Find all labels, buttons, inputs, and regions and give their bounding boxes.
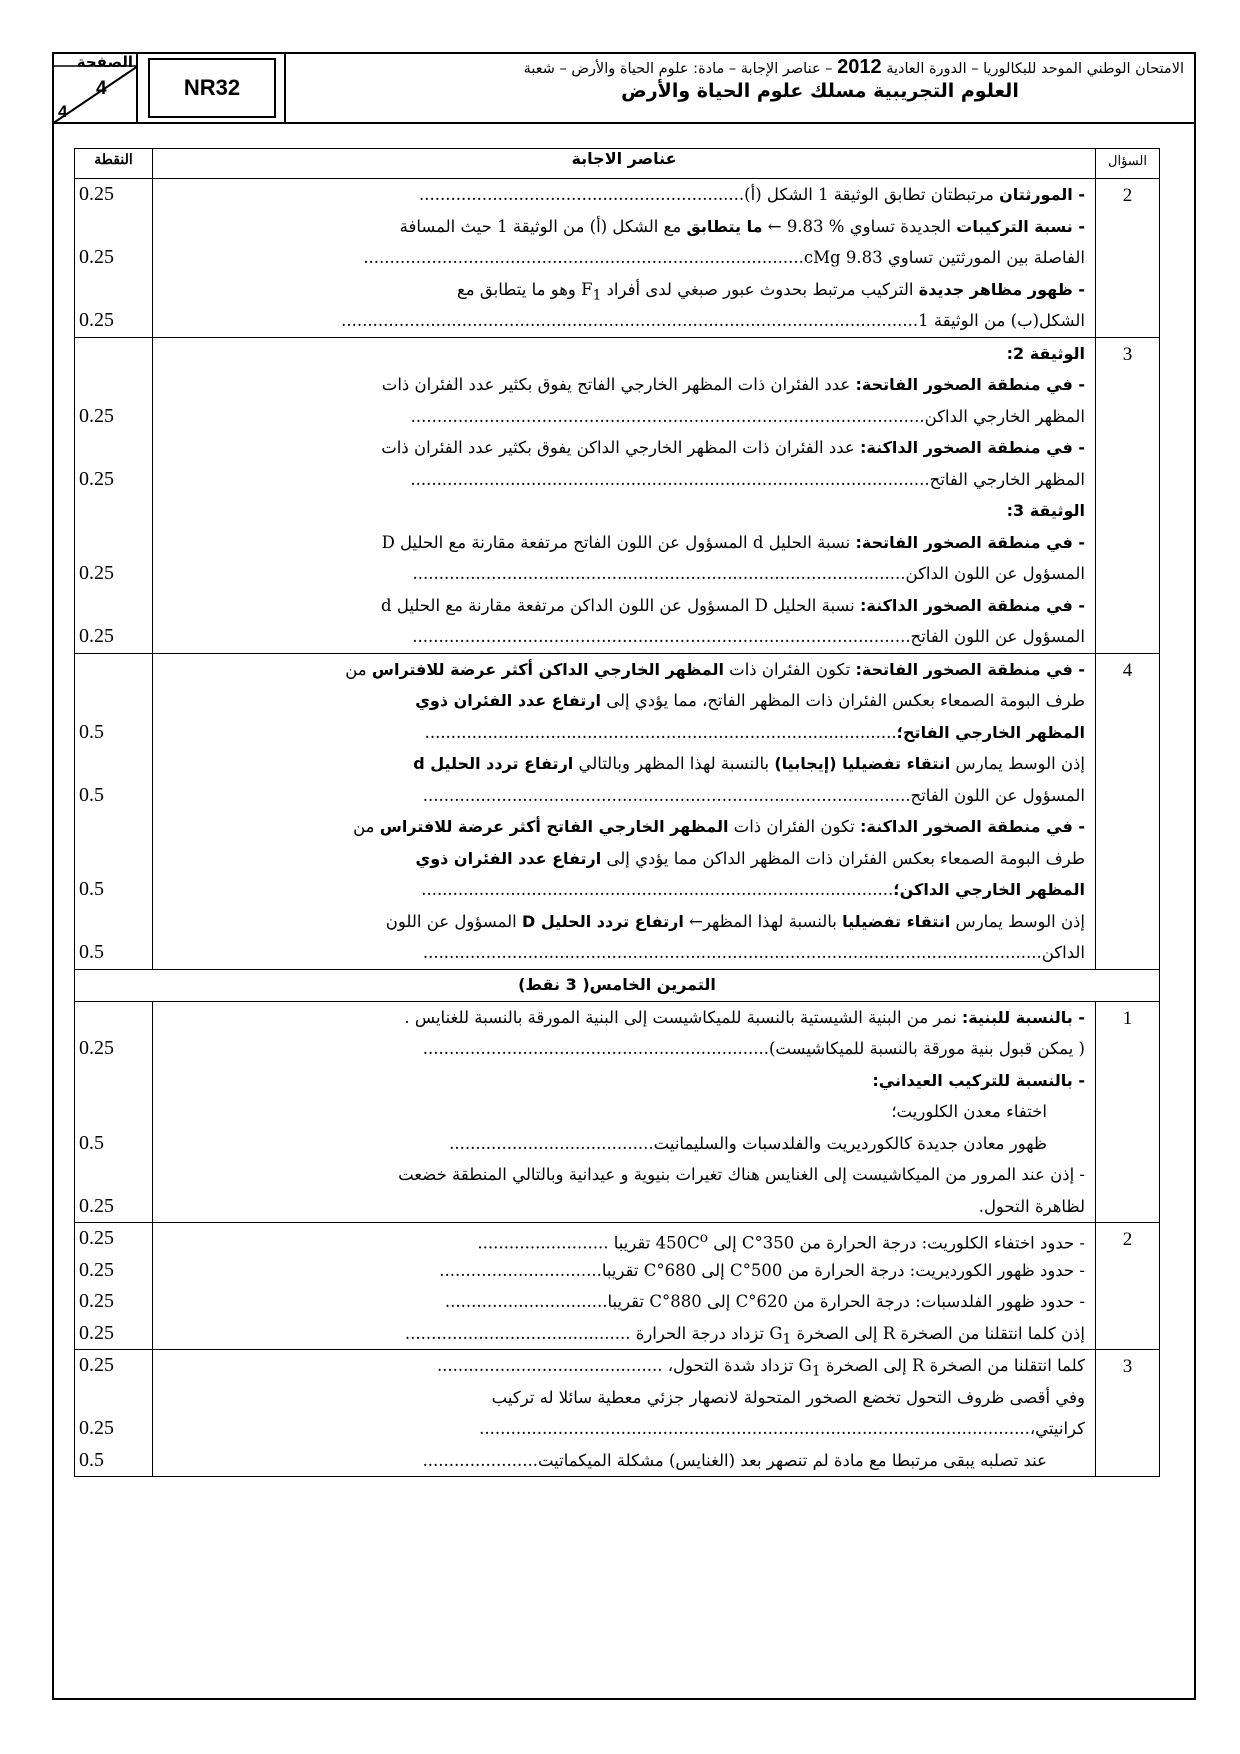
answer-line: - في منطقة الصخور الداكنة: تكون الفئران ذات المظهر الخارجي الفاتح أكثر عرضة للافتراس من bbox=[353, 817, 1085, 836]
answer-line: - في منطقة الصخور الداكنة: عدد الفئران ذات المظهر الخارجي الداكن يفوق بكثير عدد الفئران ذات bbox=[381, 438, 1085, 457]
answer-line: كرانيتي،......................................................................................................... bbox=[479, 1419, 1085, 1438]
points-value bbox=[79, 1096, 148, 1128]
answer-line: إذن كلما انتقلنا من الصخرة R إلى الصخرة $G_1$ تزداد درجة الحرارة ........................................... bbox=[404, 1323, 1085, 1347]
answer-line: طرف البومة الصمعاء بعكس الفئران ذات المظهر الفاتح، مما يؤدي إلى ارتفاع عدد الفئران ذوي bbox=[415, 691, 1085, 710]
answers-table bbox=[74, 148, 1160, 1477]
exam-title-prefix: الامتحان الوطني الموحد للبكالوريا – الدورة العادية bbox=[886, 61, 1184, 77]
answer-line: ( يمكن قبول بنية مورقة بالنسبة للميكاشيست).................................................................. bbox=[422, 1039, 1085, 1058]
points-value bbox=[79, 906, 148, 938]
points-value: 0.5 bbox=[79, 1131, 104, 1154]
points-column-header: النقطة bbox=[75, 149, 153, 179]
points-value: 0.25 bbox=[79, 183, 114, 205]
section-title-row bbox=[75, 969, 1160, 1001]
points-value: 0.25 bbox=[79, 309, 114, 331]
points-value bbox=[79, 654, 148, 686]
answer-line: لظاهرة التحول. bbox=[978, 1196, 1085, 1216]
points-value: 0.25 bbox=[79, 562, 114, 584]
answer-line: كلما انتقلنا من الصخرة R إلى الصخرة $G_1$ تزداد شدة التحول، ........................................... bbox=[436, 1356, 1085, 1380]
table-row bbox=[75, 1001, 1160, 1223]
points-value: 0.5 bbox=[79, 878, 104, 900]
page-header bbox=[52, 52, 1196, 124]
exam-title-line2: العلوم التجريبية مسلك علوم الحياة والأرض bbox=[621, 80, 1019, 102]
answer-line: - حدود ظهور الكورديريت: درجة الحرارة من 500°C إلى 680°C تقريبا............................... bbox=[439, 1260, 1085, 1280]
question-number: 3 bbox=[1096, 337, 1160, 653]
points-value bbox=[79, 590, 148, 622]
exam-code: NR32 bbox=[148, 58, 276, 118]
answer-column-header: عناصر الاجابة bbox=[153, 149, 1096, 179]
points-value: 0.25 bbox=[79, 467, 114, 490]
question-column-header: السؤال bbox=[1096, 149, 1160, 179]
table-row bbox=[75, 1350, 1160, 1477]
points-value: 0.25 bbox=[79, 404, 114, 427]
points-value bbox=[79, 495, 148, 527]
answer-line: الداكن...................................................................................................................... bbox=[422, 943, 1085, 962]
answer-line: الوثيقة 3: bbox=[1006, 501, 1085, 520]
points-value: 0.25 bbox=[79, 1227, 114, 1249]
points-value bbox=[79, 1065, 148, 1097]
answer-line: إذن الوسط يمارس انتقاء تفضيليا (إيجابيا) بالنسبة لهذا المظهر وبالتالي ارتفاع تردد الحليل d bbox=[413, 754, 1085, 773]
answer-line: المظهر الخارجي الفاتح................................................................................................... bbox=[410, 469, 1085, 489]
page-number-box bbox=[52, 52, 138, 124]
table-header-row bbox=[75, 149, 1160, 179]
answer-cell bbox=[153, 653, 1096, 969]
points-value: 0.5 bbox=[79, 1448, 104, 1471]
points-value bbox=[79, 338, 148, 370]
table-row bbox=[75, 653, 1160, 969]
points-value bbox=[79, 748, 148, 780]
question-number: 2 bbox=[1096, 179, 1160, 338]
answer-line: المسؤول عن اللون الداكن.............................................................................................. bbox=[412, 564, 1085, 583]
answer-line: - المورثتان مرتبطتان تطابق الوثيقة 1 الشكل (أ).............................................................. bbox=[418, 185, 1085, 204]
points-value bbox=[79, 843, 148, 875]
answer-line: عند تصلبه يبقى مرتبطا مع مادة لم تنصهر بعد (الغنايس) مشكلة الميكماتيت...................... bbox=[422, 1450, 1047, 1470]
points-value bbox=[79, 211, 148, 243]
answer-cell bbox=[153, 179, 1096, 338]
answer-line: - بالنسبة للبنية: نمر من البنية الشيستية بالنسبة للميكاشيست إلى البنية المورقة بالنسبة للغنايس . bbox=[404, 1007, 1085, 1027]
answer-line: المسؤول عن اللون الفاتح............................................................................................... bbox=[412, 627, 1085, 646]
table-row bbox=[75, 1223, 1160, 1350]
answer-line: - حدود ظهور الفلدسبات: درجة الحرارة من 620°C إلى 880°C تقريبا............................... bbox=[444, 1292, 1085, 1311]
points-value: 0.5 bbox=[79, 941, 104, 963]
points-cell bbox=[75, 1001, 153, 1223]
answer-line: إذن الوسط يمارس انتقاء تفضيليا بالنسبة لهذا المظهر← ارتفاع تردد الحليل D المسؤول عن اللون bbox=[385, 911, 1085, 931]
points-value bbox=[79, 527, 148, 559]
answer-cell bbox=[153, 1223, 1096, 1350]
answer-line: ظهور معادن جديدة كالكورديريت والفلدسبات والسليمانيت....................................... bbox=[449, 1133, 1047, 1153]
question-number: 3 bbox=[1096, 1350, 1160, 1477]
answer-line: الوثيقة 2: bbox=[1006, 343, 1085, 363]
points-value bbox=[79, 432, 148, 464]
page-label: الصفحة bbox=[76, 53, 133, 71]
points-value bbox=[79, 274, 148, 306]
answer-line: - بالنسبة للتركيب العيداني: bbox=[872, 1070, 1085, 1090]
page-number: 4 bbox=[96, 78, 107, 99]
points-value: 0.25 bbox=[79, 1417, 114, 1439]
points-value bbox=[79, 1002, 148, 1034]
answer-line: - في منطقة الصخور الفاتحة: نسبة الحليل d المسؤول عن اللون الفاتح مرتفعة مقارنة مع الحليل D bbox=[381, 532, 1085, 552]
points-value: 0.25 bbox=[79, 1321, 114, 1344]
section-5-title: التمرين الخامس( 3 نقط) bbox=[75, 969, 1160, 1001]
points-value bbox=[79, 1382, 148, 1414]
points-value: 0.25 bbox=[79, 1037, 114, 1059]
points-value bbox=[79, 811, 148, 843]
answer-line: المظهر الخارجي الفاتح؛.......................................................................................... bbox=[424, 722, 1085, 742]
exam-year: 2012 bbox=[837, 56, 882, 78]
points-value bbox=[79, 1159, 148, 1191]
answer-cell bbox=[153, 1001, 1096, 1223]
points-cell bbox=[75, 1223, 153, 1350]
exam-title bbox=[284, 52, 1194, 124]
question-number: 1 bbox=[1096, 1001, 1160, 1223]
answer-line: - إذن عند المرور من الميكاشيست إلى الغنايس هناك تغيرات بنيوية و عيدانية وبالتالي المنطقة خضعت bbox=[398, 1165, 1085, 1184]
answer-line: طرف البومة الصمعاء بعكس الفئران ذات المظهر الداكن مما يؤدي إلى ارتفاع عدد الفئران ذوي bbox=[415, 848, 1085, 868]
page-total: 4 bbox=[58, 102, 68, 121]
points-value bbox=[79, 369, 148, 401]
points-value: 0.25 bbox=[79, 246, 114, 268]
points-cell bbox=[75, 653, 153, 969]
exam-title-suffix: – عناصر الإجابة – مادة: علوم الحياة والأرض – شعبة bbox=[523, 61, 833, 77]
answer-line: - في منطقة الصخور الفاتحة: عدد الفئران ذات المظهر الخارجي الفاتح يفوق بكثير عدد الفئران ذات bbox=[381, 375, 1085, 394]
answer-cell bbox=[153, 337, 1096, 653]
answer-line: - ظهور مظاهر جديدة التركيب مرتبط بحدوث عبور صبغي لدى أفراد $F_1$ وهو ما يتطابق مع bbox=[456, 279, 1085, 303]
points-cell bbox=[75, 337, 153, 653]
points-value: 0.25 bbox=[79, 625, 114, 647]
question-number: 4 bbox=[1096, 653, 1160, 969]
question-number: 2 bbox=[1096, 1223, 1160, 1350]
points-value: 0.25 bbox=[79, 1290, 114, 1312]
points-value: 0.25 bbox=[79, 1354, 114, 1376]
answer-line: - في منطقة الصخور الداكنة: نسبة الحليل D المسؤول عن اللون الداكن مرتفعة مقارنة مع الحليل d bbox=[381, 595, 1085, 615]
table-row bbox=[75, 179, 1160, 338]
answer-line: المسؤول عن اللون الفاتح............................................................................................. bbox=[422, 785, 1085, 805]
answer-line: المظهر الخارجي الداكن.................................................................................................. bbox=[410, 406, 1085, 426]
points-value: 0.25 bbox=[79, 1258, 114, 1281]
answer-line: - نسبة التركيبات الجديدة تساوي % 9.83 ← ما يتطابق مع الشكل (أ) من الوثيقة 1 حيث المسافة bbox=[399, 216, 1085, 236]
points-cell bbox=[75, 179, 153, 338]
answer-line: الشكل(ب) من الوثيقة 1.............................................................................................................. bbox=[341, 311, 1085, 330]
points-value: 0.5 bbox=[79, 720, 104, 743]
exam-title-line1 bbox=[296, 56, 1184, 79]
points-cell bbox=[75, 1350, 153, 1477]
answer-cell bbox=[153, 1350, 1096, 1477]
points-value: 0.5 bbox=[79, 783, 104, 806]
answer-line: وفي أقصى ظروف التحول تخضع الصخور المتحولة لانصهار جزئي معطية سائلا له تركيب bbox=[491, 1387, 1085, 1407]
points-value bbox=[79, 685, 148, 717]
points-value: 0.25 bbox=[79, 1194, 114, 1217]
answer-line: اختفاء معدن الكلوريت؛ bbox=[891, 1102, 1047, 1121]
answer-line: الفاصلة بين المورثتين تساوي 9.83 cMg.................................................................................... bbox=[363, 248, 1085, 267]
answer-line: - حدود اختفاء الكلوريت: درجة الحرارة من 350°C إلى $450C^o$ تقريبا ......................... bbox=[477, 1230, 1085, 1253]
table-row bbox=[75, 337, 1160, 653]
answer-line: المظهر الخارجي الداكن؛.......................................................................................... bbox=[421, 880, 1085, 899]
answer-line: - في منطقة الصخور الفاتحة: تكون الفئران ذات المظهر الخارجي الداكن أكثر عرضة للافتراس من bbox=[345, 659, 1085, 679]
